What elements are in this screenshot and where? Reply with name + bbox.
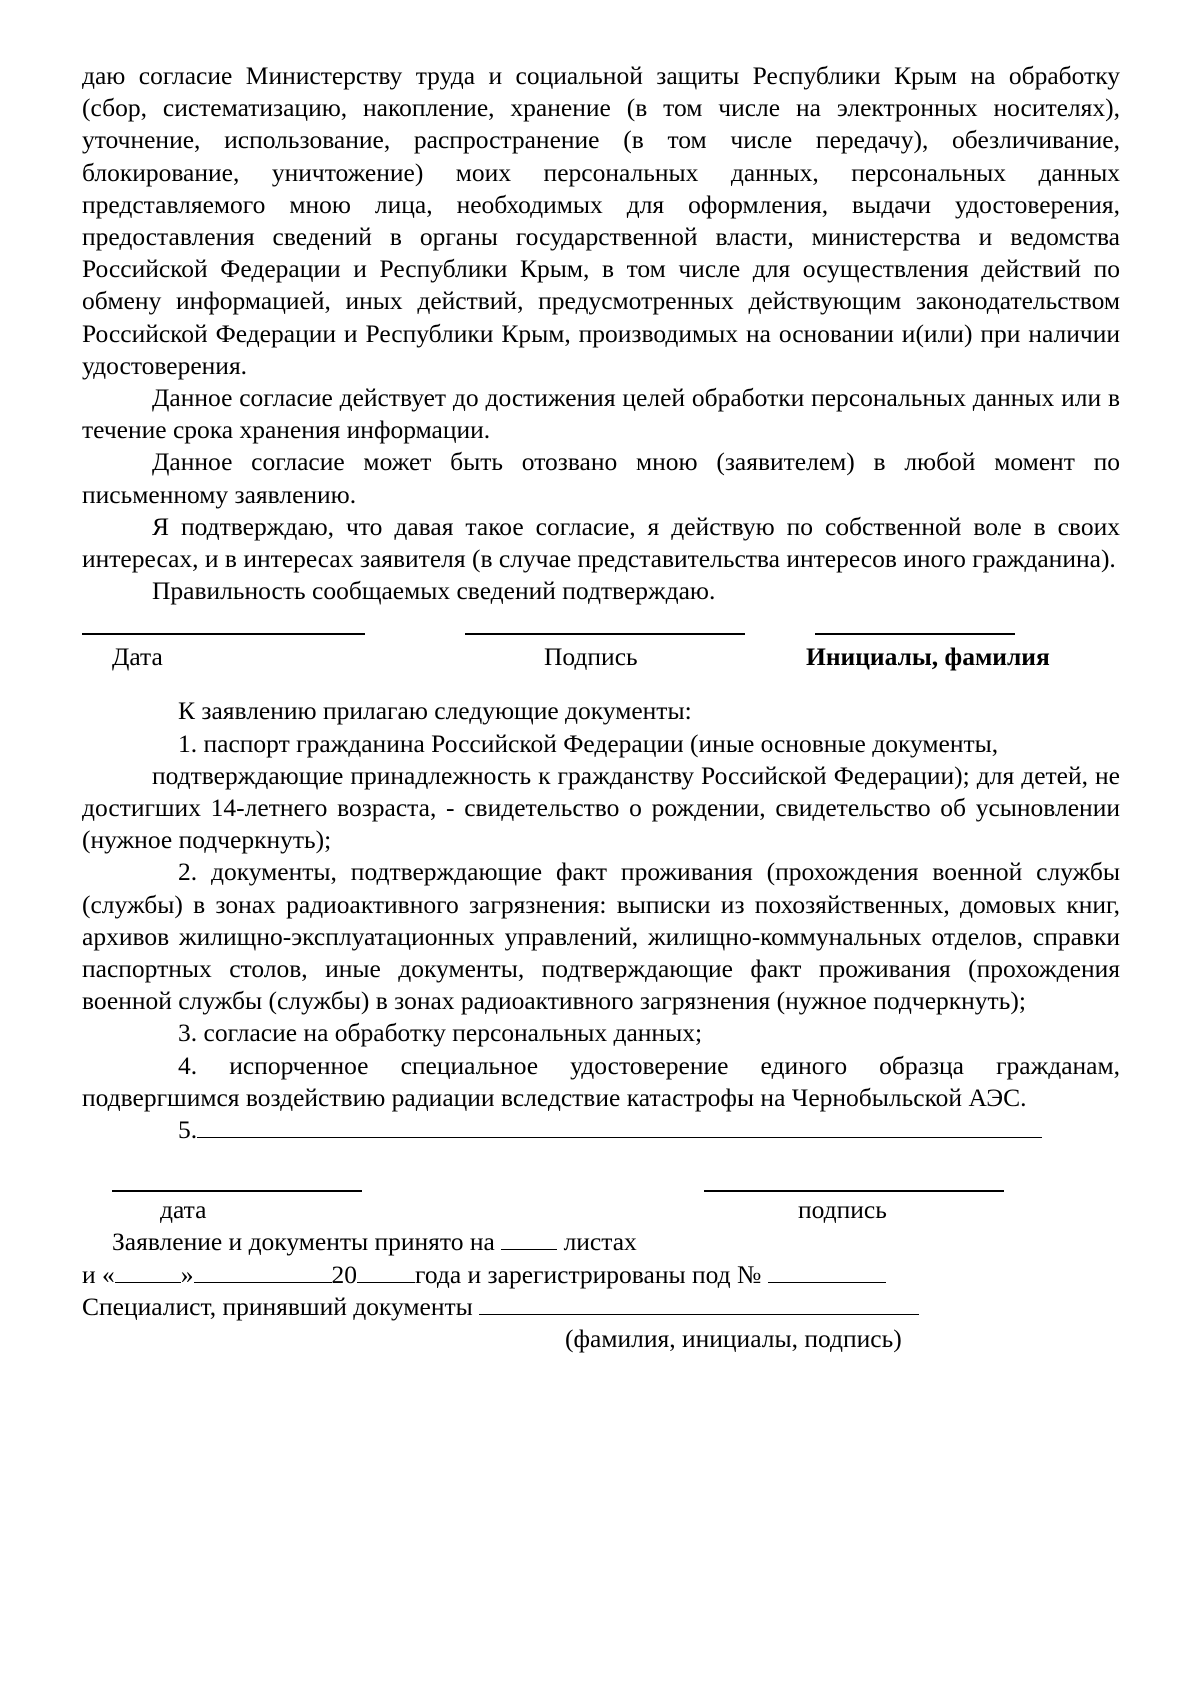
day-field[interactable]	[115, 1260, 181, 1283]
consent-paragraph-validity: Данное согласие действует до достижения целей обработки персональных данных или в течение срока хранения информации.	[82, 383, 1120, 445]
name-line[interactable]	[815, 633, 1015, 635]
attachment-item-3: 3. согласие на обработку персональных данных;	[178, 1018, 703, 1048]
signature-label: Подпись	[544, 642, 638, 672]
registration-number-field[interactable]	[768, 1260, 886, 1283]
specialist-label: Специалист, принявший документы	[82, 1291, 473, 1321]
year-field[interactable]	[357, 1260, 415, 1283]
registration-year-prefix: 20	[331, 1259, 358, 1289]
specialist-line	[82, 1291, 1120, 1323]
attachment-item-2: 2. документы, подтверждающие факт проживания (прохождения военной службы (службы) в зонах радиоактивного загрязнения: выписки из похозяйственных, домовых книг, архивов жилищно-эксплуатационных управлений, жилищно-коммунальных отделов, справки паспортных столов, иные документы, подтверждающие факт проживания (прохождения военной службы (службы) в зонах радиоактивного загрязнения (нужное подчеркнуть);	[82, 857, 1120, 1016]
footer-signature-line[interactable]	[704, 1190, 1004, 1192]
received-suffix: листах	[563, 1227, 637, 1257]
attachments-intro: К заявлению прилагаю следующие документы:	[178, 696, 692, 726]
footer-signature-label: подпись	[798, 1195, 887, 1225]
consent-paragraph-confirmation: Я подтверждаю, что давая такое согласие, я действую по собственной воле в своих интересах, и в интересах заявителя (в случае представительства интересов иного гражданина).	[82, 511, 1120, 574]
consent-paragraph-revocation: Данное согласие может быть отозвано мною (заявителем) в любой момент по письменному заявлению.	[82, 447, 1120, 509]
registration-and: и «	[82, 1259, 115, 1289]
attachment-item-5-field[interactable]	[197, 1115, 1042, 1138]
attachment-item-1-start: 1. паспорт гражданина Российской Федерации (иные основные документы,	[178, 728, 999, 758]
attachment-item-1-rest: подтверждающие принадлежность к гражданству Российской Федерации); для детей, не достигших 14-летнего возраста, - свидетельство о рождении, свидетельство об усыновлении (нужное подчеркнуть);	[82, 760, 1120, 855]
attachment-item-4: 4. испорченное специальное удостоверение единого образца гражданам, подвергшимся воздействию радиации вследствие катастрофы на Чернобыльской АЭС.	[82, 1050, 1120, 1112]
consent-paragraph-main: даю согласие Министерству труда и социальной защиты Республики Крым на обработку (сбор, систематизацию, накопление, хранение (в том числе на электронных носителях), уточнение, использование, распространение (в том числе передачу), обезличивание, блокирование, уничтожение) моих персональных данных, персональных данных представляемого мною лица, необходимых для оформления, выдачи удостоверения, предоставления сведений в органы государственной власти, министерства и ведомства Российской Федерации и Республики Крым, в том числе для осуществления действий по обмену информацией, иных действий, предусмотренных действующим законодательством Российской Федерации и Республики Крым, производимых на основании и(или) при наличии удостоверения.	[82, 61, 1120, 380]
registration-quote: »	[180, 1259, 194, 1289]
signature-line[interactable]	[465, 633, 745, 635]
received-prefix: Заявление и документы принято на	[112, 1227, 495, 1257]
date-label: Дата	[112, 642, 163, 672]
specialist-hint: (фамилия, инициалы, подпись)	[565, 1323, 902, 1353]
attachment-item-5	[82, 1114, 1120, 1146]
consent-paragraph-correctness: Правильность сообщаемых сведений подтверждаю.	[152, 576, 716, 606]
attachment-item-5-number: 5.	[178, 1115, 198, 1145]
signature-block	[82, 611, 1120, 691]
month-field[interactable]	[194, 1260, 332, 1283]
date-line[interactable]	[82, 633, 365, 635]
footer-signature-block	[82, 1180, 1120, 1260]
registration-line	[82, 1259, 1120, 1291]
registration-suffix: года и зарегистрированы под №	[415, 1259, 762, 1289]
footer-date-line[interactable]	[112, 1190, 362, 1192]
footer-date-label: дата	[160, 1195, 207, 1225]
specialist-field[interactable]	[479, 1292, 919, 1315]
name-label: Инициалы, фамилия	[806, 642, 1050, 672]
